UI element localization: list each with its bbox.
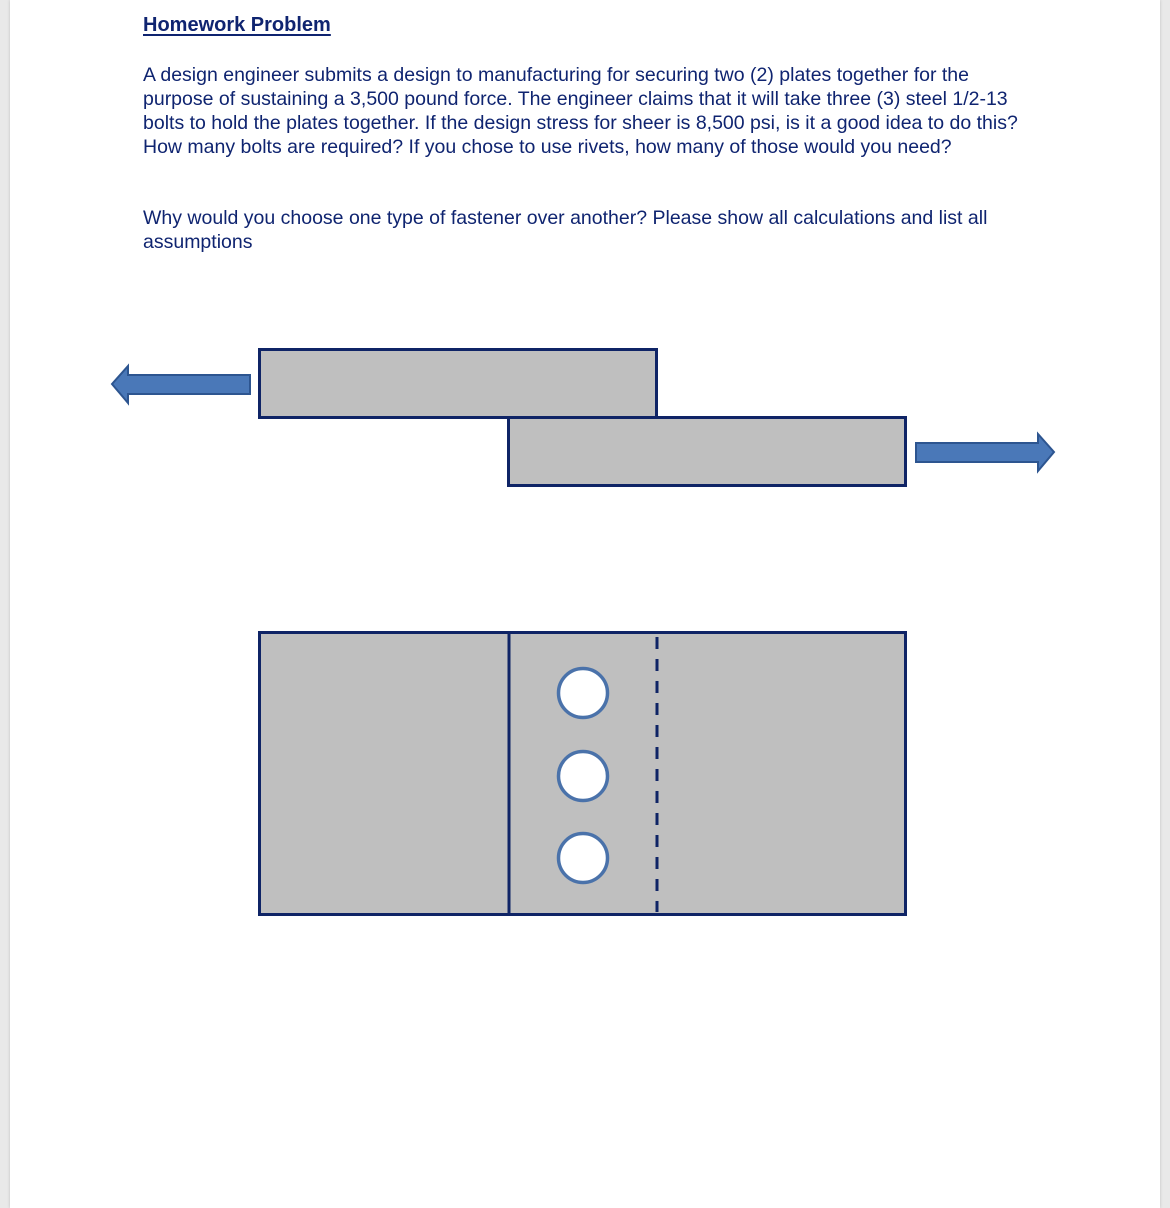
problem-statement: A design engineer submits a design to manufacturing for securing two (2) plates together for the purpose of sustaining a 3,500 pound force. The engineer claims that it will take three (3) steel 1/2-13 bolts to hold the plates together. If the design stress for sheer is 8,500 psi, is it a good idea to do this? How many bolts are required? If you chose to use rivets, how many of those would you need?: [143, 64, 1018, 158]
problem-question: Why would you choose one type of fastener over another? Please show all calculations and list all assumptions: [143, 207, 988, 253]
lower-plate: [509, 418, 906, 486]
page-title: Homework Problem: [143, 14, 331, 36]
left-force-arrow-icon: [112, 366, 250, 403]
upper-plate: [260, 350, 657, 418]
right-force-arrow-icon: [916, 434, 1054, 471]
top-view: [260, 633, 906, 915]
fastener-hole-1: [559, 669, 608, 718]
fastener-hole-3: [559, 834, 608, 883]
side-view: [112, 350, 1054, 486]
fastener-hole-2: [559, 752, 608, 801]
